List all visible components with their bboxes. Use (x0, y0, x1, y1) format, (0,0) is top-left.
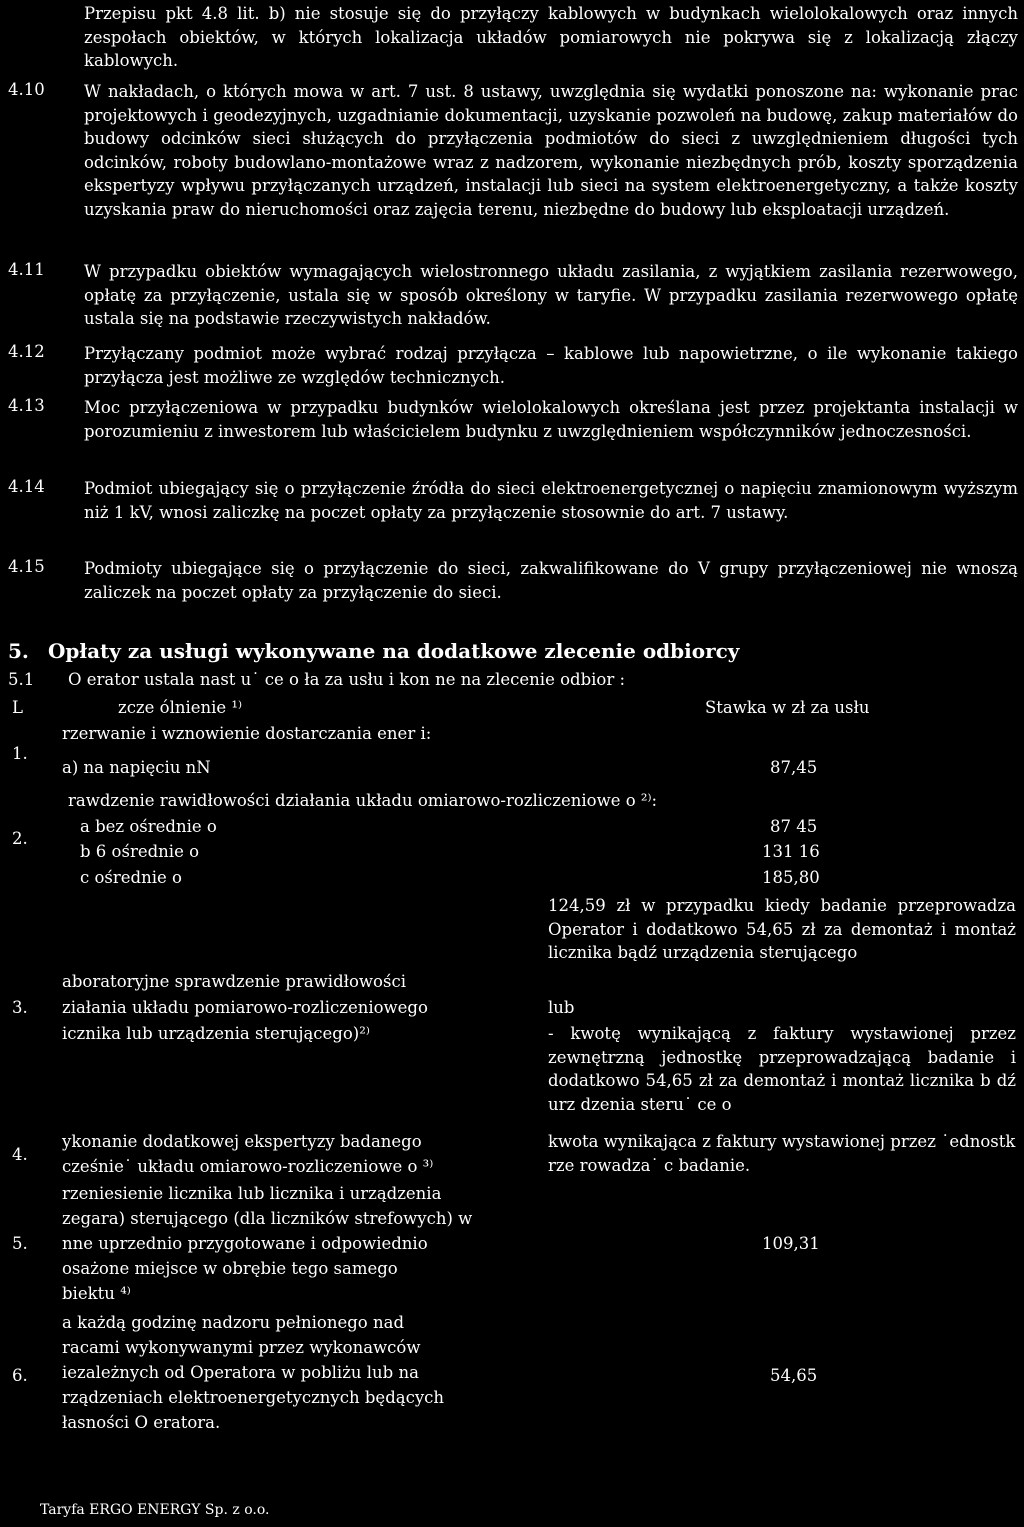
row-value: 185,80 (762, 868, 820, 887)
row-value: 131 16 (762, 842, 820, 861)
row-number: 4. (12, 1145, 28, 1164)
section-title: Opłaty za usługi wykonywane na dodatkowe zlecenie odbiorcy (48, 639, 740, 663)
row-value: 87,45 (770, 758, 818, 777)
row-desc-line: biektu ⁴⁾ (62, 1284, 131, 1303)
row-desc-line: iezależnych od Operatora w pobliżu lub na (62, 1363, 419, 1382)
row-rate-text: - kwotę wynikającą z faktury wystawionej przez zewnętrzną jednostkę przeprowadzającą badanie i dodatkowo 54,65 zł za demontaż i montaż licznika b dź urz dzenia steru˙ ce o (548, 1024, 1016, 1114)
paragraph-text: W przypadku obiektów wymagających wielostronnego układu zasilania, z wyjątkiem zasilania rezerwowego, opłatę za przyłączenie, ustala się w sposób określony w taryfie. W przypadku zasilania rezerwowego opłatę ustala się na podstawie rzeczywistych nakładów. (84, 262, 1018, 328)
page-footer: Taryfa ERGO ENERGY Sp. z o.o. (40, 1502, 270, 1518)
paragraph-number: 4.10 (8, 80, 45, 99)
table-header-lp: L (12, 698, 23, 717)
subsection-text: O erator ustala nast u˙ ce o ła za usłu i kon ne na zlecenie odbior : (68, 670, 626, 689)
row-number: 2. (12, 829, 28, 848)
row-number: 6. (12, 1366, 28, 1385)
row-desc-line: ziałania układu pomiarowo-rozliczeniowego (62, 998, 428, 1017)
row-value: 54,65 (770, 1366, 818, 1385)
paragraph-text: Moc przyłączeniowa w przypadku budynków wielolokalowych określana jest przez projektanta instalacji w porozumieniu z inwestorem lub właścicielem budynku z uwzględnieniem współczynników jednoczesności. (84, 398, 1018, 441)
row-desc-line: zegara) sterującego (dla liczników strefowych) w (62, 1209, 473, 1228)
row-rate-or: lub (548, 998, 575, 1017)
subsection-number: 5.1 (8, 670, 35, 689)
paragraph-number: 4.15 (8, 557, 45, 576)
row-desc-line: osażone miejsce w obrębie tego samego (62, 1259, 398, 1278)
row-sub-item: c ośrednie o (80, 868, 182, 887)
row-rate-text: 124,59 zł w przypadku kiedy badanie przeprowadza Operator i dodatkowo 54,65 zł za demontaż i montaż licznika bądź urządzenia sterującego (548, 896, 1016, 962)
paragraph-text: W nakładach, o których mowa w art. 7 ust. 8 ustawy, uwzględnia się wydatki ponoszone na: wykonanie prac projektowych i geodezyjnych, uzgadnianie dokumentacji, uzyskanie pozwoleń na budowę, zakup materiałów do budowy odcinków sieci służących do przyłączenia podmiotów do sieci z uwzględnieniem długości tych odcinków, roboty budowlano-montażowe wraz z nadzorem, wykonanie niezbędnych prób, koszty sporządzenia ekspertyzy wpływu przyłączanych urządzeń, instalacji lub sieci na system elektroenergetyczny, a także koszty uzyskania praw do nieruchomości oraz zajęcia terenu, niezbędne do budowy lub eksploatacji urządzeń. (84, 82, 1018, 219)
paragraph-number: 4.13 (8, 396, 45, 415)
row-number: 1. (12, 744, 28, 763)
row-number: 5. (12, 1234, 28, 1253)
row-sub-item: a bez ośrednie o (80, 817, 217, 836)
row-rate-text: kwota wynikająca z faktury wystawionej przez ˙ednostk rze rowadza˙ c badanie. (548, 1132, 1016, 1175)
row-desc-line: nne uprzednio przygotowane i odpowiednio (62, 1234, 428, 1253)
row-desc-line: cześnie˙ układu omiarowo-rozliczeniowe o ³⁾ (62, 1157, 434, 1176)
section-heading (8, 639, 739, 663)
row-desc-line: rządzeniach elektroenergetycznych będących (62, 1388, 445, 1407)
row-value: 109,31 (762, 1234, 820, 1253)
paragraph-number: 4.14 (8, 477, 45, 496)
row-desc-line: aboratoryjne sprawdzenie prawidłowości (62, 972, 406, 991)
paragraph-number: 4.11 (8, 260, 45, 279)
row-number: 3. (12, 998, 28, 1017)
row-desc-line: icznika lub urządzenia sterującego)²⁾ (62, 1024, 370, 1043)
paragraph-text: Podmiot ubiegający się o przyłączenie źródła do sieci elektroenergetycznej o napięciu znamionowym wyższym niż 1 kV, wnosi zaliczkę na poczet opłaty za przyłączenie stosownie do art. 7 ustawy. (84, 479, 1018, 522)
row-value: 87 45 (770, 817, 818, 836)
row-sub-item: a) na napięciu nN (62, 758, 211, 777)
table-header-description: zcze ólnienie ¹⁾ (118, 698, 243, 717)
paragraph-number: 4.12 (8, 342, 45, 361)
row-desc-line: rzeniesienie licznika lub licznika i urządzenia (62, 1184, 442, 1203)
section-number: 5. (8, 639, 29, 663)
row-desc-line: a każdą godzinę nadzoru pełnionego nad (62, 1313, 405, 1332)
row-title: rawdzenie rawidłowości działania układu omiarowo-rozliczeniowe o ²⁾: (68, 791, 658, 810)
intro-paragraph: Przepisu pkt 4.8 lit. b) nie stosuje się do przyłączy kablowych w budynkach wielolokalowych oraz innych zespołach obiektów, w których lokalizacja układów pomiarowych nie pokrywa się z lokalizacją złączy kablowych. (84, 4, 1018, 70)
row-desc-line: łasności O eratora. (62, 1413, 221, 1432)
paragraph-text: Przyłączany podmiot może wybrać rodzaj przyłącza – kablowe lub napowietrzne, o ile wykonanie takiego przyłącza jest możliwe ze względów technicznych. (84, 344, 1018, 387)
row-sub-item: b 6 ośrednie o (80, 842, 200, 861)
paragraph-text: Podmioty ubiegające się o przyłączenie do sieci, zakwalifikowane do V grupy przyłączeniowej nie wnoszą zaliczek na poczet opłaty za przyłączenie do sieci. (84, 559, 1018, 602)
row-desc-line: racami wykonywanymi przez wykonawców (62, 1338, 421, 1357)
row-title: rzerwanie i wznowienie dostarczania ener i: (62, 724, 432, 743)
row-desc-line: ykonanie dodatkowej ekspertyzy badanego (62, 1132, 422, 1151)
table-header-rate: Stawka w zł za usłu (705, 698, 870, 717)
